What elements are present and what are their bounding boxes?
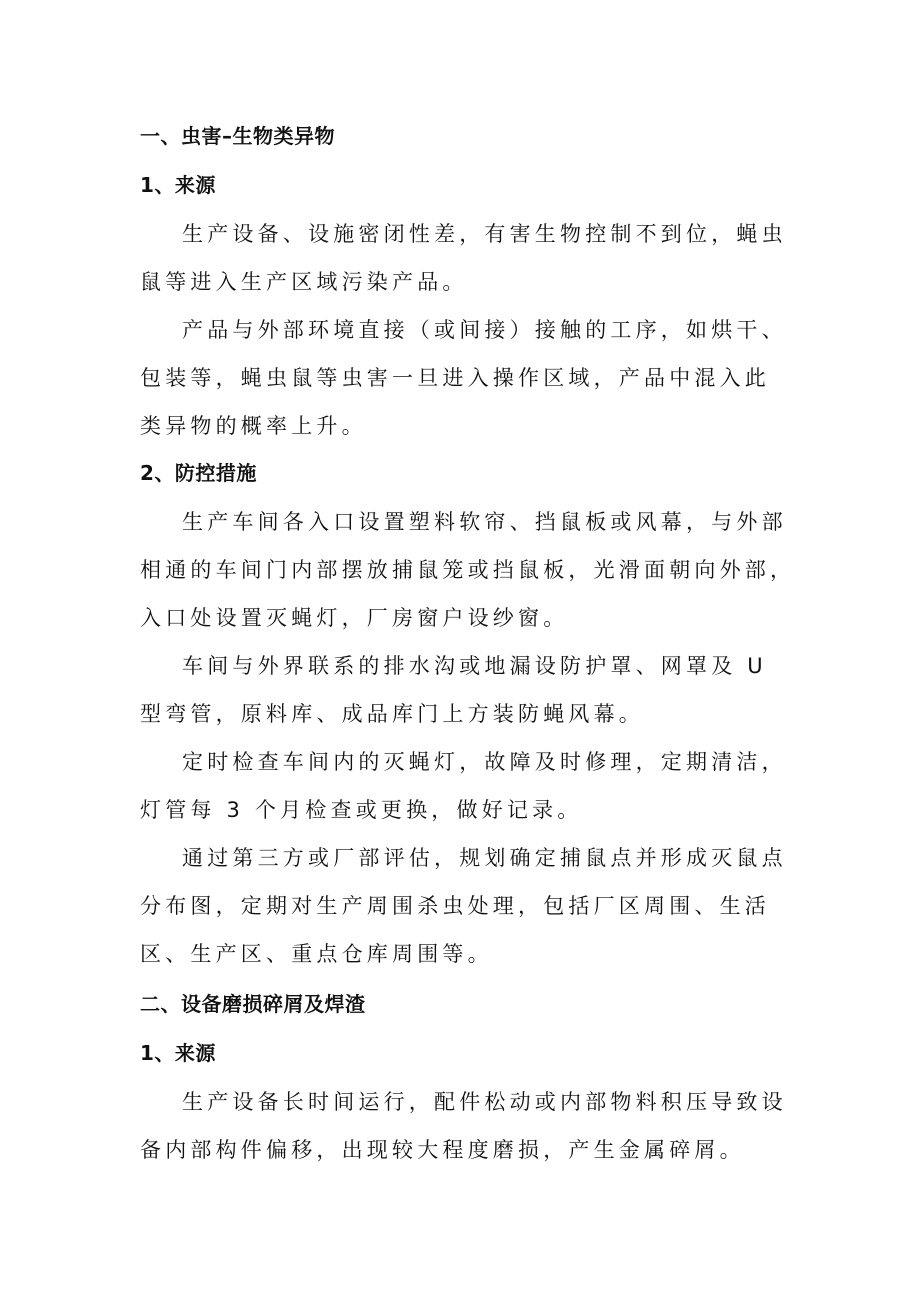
paragraph xyxy=(140,1078,800,1174)
paragraph xyxy=(140,306,800,450)
paragraph-line: 入口处设置灭蝇灯，厂房窗户设纱窗。 xyxy=(140,606,569,630)
subsection-heading: 2、防控措施 xyxy=(140,461,257,485)
paragraph-line: 定时检查车间内的灭蝇灯，故障及时修理，定期清洁， xyxy=(182,750,787,774)
paragraph-line: 包装等，蝇虫鼠等虫害一旦进入操作区域，产品中混入此 xyxy=(140,366,770,390)
paragraph xyxy=(140,834,800,978)
subsection-heading: 1、来源 xyxy=(140,173,216,197)
paragraph-line: 相通的车间门内部摆放捕鼠笼或挡鼠板，光滑面朝向外部， xyxy=(140,558,796,582)
paragraph-line: 分布图，定期对生产周围杀虫处理，包括厂区周围、生活 xyxy=(140,894,770,918)
paragraph-line: 产品与外部环境直接（或间接）接触的工序，如烘干、 xyxy=(182,318,787,342)
paragraph xyxy=(140,738,800,834)
paragraph-line: 鼠等进入生产区域污染产品。 xyxy=(140,270,468,294)
paragraph xyxy=(140,642,800,738)
paragraph-line: 生产设备、设施密闭性差，有害生物控制不到位，蝇虫 xyxy=(182,222,787,246)
paragraph-line: 生产设备长时间运行，配件松动或内部物料积压导致设 xyxy=(182,1090,787,1114)
paragraph-line: 备内部构件偏移，出现较大程度磨损，产生金属碎屑。 xyxy=(140,1138,745,1162)
paragraph xyxy=(140,498,800,642)
paragraph-line: 生产车间各入口设置塑料软帘、挡鼠板或风幕，与外部 xyxy=(182,510,787,534)
paragraph-line: 通过第三方或厂部评估，规划确定捕鼠点并形成灭鼠点 xyxy=(182,846,787,870)
paragraph-line: 区、生产区、重点仓库周围等。 xyxy=(140,942,493,966)
section-heading: 二、设备磨损碎屑及焊渣 xyxy=(140,992,366,1016)
paragraph-line: 型弯管，原料库、成品库门上方装防蝇风幕。 xyxy=(140,702,644,726)
paragraph-line: 类异物的概率上升。 xyxy=(140,414,367,438)
subsection-heading: 1、来源 xyxy=(140,1041,216,1065)
section-heading: 一、虫害–生物类异物 xyxy=(140,124,335,148)
paragraph xyxy=(140,210,800,306)
paragraph-line: 灯管每 3 个月检查或更换，做好记录。 xyxy=(140,798,583,822)
paragraph-line: 车间与外界联系的排水沟或地漏设防护罩、网罩及 U xyxy=(182,654,767,678)
